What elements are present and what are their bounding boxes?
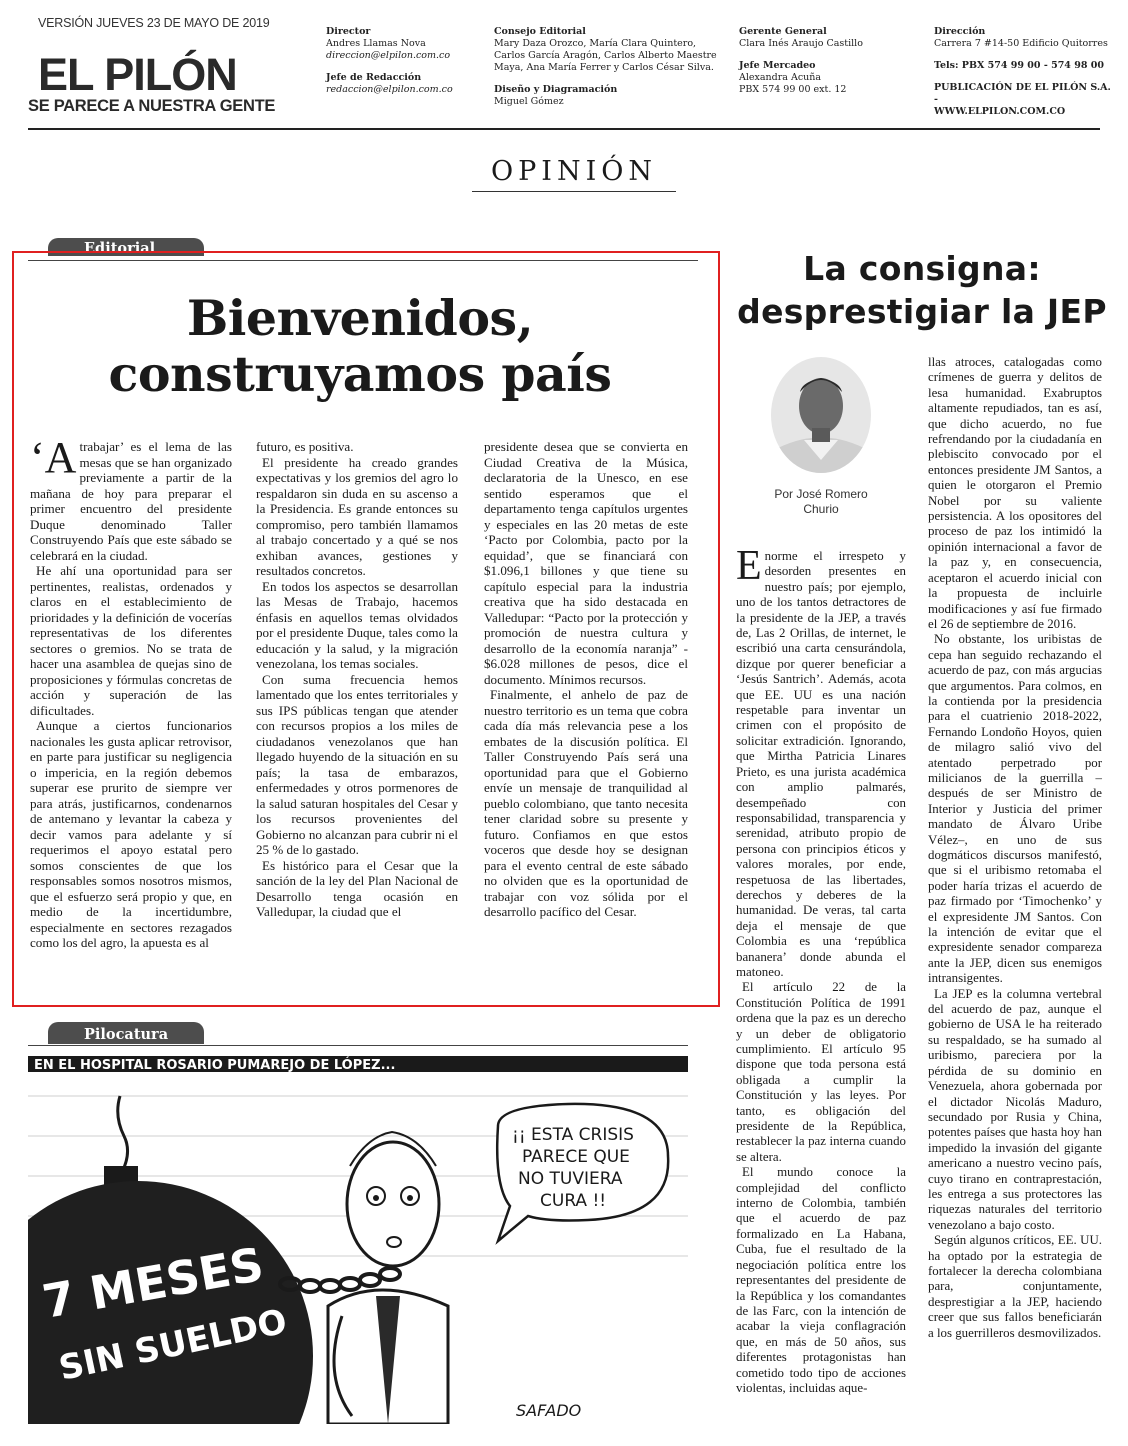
- mercadeo-name: Alexandra Acuña: [739, 72, 822, 83]
- telefonos: Tels: PBX 574 99 00 - 574 98 00: [934, 60, 1104, 71]
- opinion-paragraph: El mundo conoce la complejidad del conflicto interno de Colombia, también que el acuerdo de paz formalizado en La Habana, Cuba, fue el resultado de la negociación política entre los representantes del presidente de la República y los comandantes de las Farc, con la intención de acabar la vieja conflagración que, en más de 50 años, sus diferentes protagonistas han cometido todo tipo de acciones violentas, incluidas aque-: [736, 1165, 906, 1395]
- editorial-paragraph: Con suma frecuencia hemos lamentado que los entes territoriales y sus IPS públicas tengan que atender con recursos propios a los miles de ciudadanos venezolanos que han llegado huyendo de la situación en su país; la tasa de embarazos, enfermedades y otros pormenores de la salud saturan hospitales del Cesar y los recursos provenientes del Gobierno no alcanzan para cubrir ni el 25 % de lo gastado.: [256, 671, 458, 857]
- section-title-underline: [472, 191, 676, 192]
- byline-line-2: Churio: [803, 502, 839, 516]
- credits-consejo: [494, 26, 724, 108]
- editorial-paragraph: futuro, es positiva.: [256, 439, 354, 454]
- cartoonist-signature: SAFADO: [516, 1401, 582, 1420]
- author-avatar: [770, 356, 872, 474]
- editorial-tab: Editorial: [48, 238, 204, 256]
- ball-text-line-1: 7 MESES: [38, 1236, 268, 1329]
- consejo-line-1: Mary Daza Orozco, María Clara Quintero,: [494, 38, 697, 49]
- editorial-paragraph: Es histórico para el Cesar que la sanción de la ley del Plan Nacional de Desarrollo tenga ocasión en Valledupar, la ciudad que el: [256, 857, 458, 919]
- ball-text-line-2: SIN SUELDO: [55, 1301, 291, 1389]
- credits-director: [326, 26, 486, 96]
- publicacion-website[interactable]: WWW.ELPILON.COM.CO: [934, 106, 1066, 117]
- newspaper-logo[interactable]: EL PILÓN: [38, 49, 237, 100]
- drop-cap: E: [736, 543, 762, 589]
- pilocatura-tab: Pilocatura: [48, 1022, 204, 1044]
- opinion-paragraph: Según algunos críticos, EE. UU. ha optado por la estrategia de fortalecer la derecha colombiana para, conjuntamente, desprestigiar a la JEP, haciendo creer que sus fallos beneficiarán a los guerrilleros desmovilizados.: [928, 1233, 1102, 1340]
- jefe-redaccion-label: Jefe de Redacción: [326, 72, 422, 83]
- masthead: [0, 0, 1128, 132]
- director-label: Director: [326, 26, 371, 37]
- opinion-paragraph: llas atroces, catalogadas como crímenes de guerra y delitos de lesa humanidad. Exabruptos altamente repudiados, tan es así, que dicho acuerdo, no fue refrendando por la ciudadanía en plebiscito convocado por el entonces presidente JM Santos, a quien le otorgaron el Premio Nobel por su valiente persistencia. A los opositores del proceso de paz los intimidó la opinión internacional a favor de la paz y, en consecuencia, aceptaron el acuerdo inicial con la propuesta de incluirle modificaciones y así fue firmado el 26 de septiembre de 2016.: [928, 355, 1102, 631]
- editorial-paragraph: He ahí una oportunidad para ser pertinentes, realistas, ordenados y claros en el establecimiento de prioridades y la definición de vocerías representativas de los diferentes sectores o gremios. No se trata de hacer una asamblea de quejas sino de proposiciones y fórmulas concretas de acción y superación de las dificultades.: [30, 563, 232, 718]
- consejo-label: Consejo Editorial: [494, 26, 586, 37]
- cartoon-illustration: [28, 1056, 688, 1424]
- opinion-column-2: [928, 355, 1102, 1341]
- publicacion-line-1: PUBLICACIÓN DE EL PILÓN S.A. -: [934, 82, 1111, 105]
- opinion-headline-line-2: desprestigiar la JEP: [737, 292, 1107, 331]
- bubble-line-3: NO TUVIERA: [518, 1169, 623, 1189]
- gerente-name: Clara Inés Araujo Castillo: [739, 38, 863, 49]
- bubble-line-4: CURA !!: [540, 1191, 607, 1211]
- editorial-headline-line-2: construyamos país: [108, 345, 612, 403]
- direccion-address: Carrera 7 #14-50 Edificio Quitorres: [934, 38, 1108, 49]
- opinion-paragraph: La JEP es la columna vertebral del acuerdo de paz, aunque el gobierno de USA le ha reiterado su respaldado, se ha sumado al uribismo, pareciera por la pérdida de su dominio en Venezuela, ahora gobernada por el dictador Nicolás Maduro, secundado por Rusia y China, potentes países que hasta hoy han impedido la invasión del gigante americano a nuestro vecino país, cuyo tirano en contraprestación, les entrega a sus protectores las riquezas naturales del territorio venezolano a bajo costo.: [928, 986, 1102, 1232]
- opinion-column-1: [736, 543, 906, 1396]
- opinion-paragraph: Enorme el irrespeto y desorden presentes en nuestro país; por ejemplo, uno de los tantos detractores de la presidente de la JEP, a través de, Las 2 Orillas, de internet, le escribió una carta censurándola, dizque por querer beneficiar a ‘Jesús Santrich’. Además, acota que EE. UU es una nación respetable para inventar un crimen con el propósito de solicitar extradición. Ignorando, que Mirtha Patricia Linares Prieto, es una jurista académica con amplio palmarés, desempeñado con responsabilidad, transparencia y serenidad, atributo propio de persona con principios éticos y valores morales, por ende, respetuosa de las libertades, derechos y deberes de la humanidad. De veras, tal carta deja el mensaje de que Colombia es una ‘república bananera’ donde abunda el matoneo.: [736, 543, 906, 979]
- author-byline: [760, 487, 882, 517]
- direccion-label: Dirección: [934, 26, 986, 37]
- edition-date: VERSIÓN JUEVES 23 DE MAYO DE 2019: [38, 16, 270, 30]
- diseno-label: Diseño y Diagramación: [494, 84, 618, 95]
- editorial-paragraph: En todos los aspectos se desarrollan las Mesas de Trabajo, hacemos énfasis en aquellos temas olvidados por el presidente Duque, tales como la educación y la salud, y la migración venezolana, los temas sociales.: [256, 578, 458, 671]
- opinion-paragraph: No obstante, los uribistas de cepa han seguido rechazando el acuerdo de paz, con más argucias que argumentos. Para colmos, en la contienda por la presidencia para el cuatrienio 2018-2022, Fernando Londoño Hoyos, quien de milagro salió vivo del atentado perpetrado por milicianos de la guerrilla –después de ser Ministro de Interior y Justicia del primer mandato de Álvaro Uribe Vélez–, en uno de sus dogmáticos discursos manifestó, que si el uribismo retomaba el poder haría trizas el acuerdo de paz firmado por ‘Timochenko’ y el expresidente JM Santos. Con la intención de evitar que el expresidente senador compareza ante la JEP, dicen sus enemigos intransigentes.: [928, 632, 1102, 986]
- newspaper-tagline: SE PARECE A NUESTRA GENTE: [28, 97, 276, 115]
- editorial-headline-line-1: Bienvenidos,: [186, 289, 534, 347]
- section-title: OPINIÓN: [490, 156, 658, 187]
- editorial-highlight-frame: [12, 251, 720, 1007]
- drop-cap: ‘A: [30, 433, 77, 482]
- jefe-redaccion-email[interactable]: redaccion@elpilon.com.co: [326, 84, 453, 95]
- consejo-line-2: Carlos García Aragón, Carlos Alberto Maestre: [494, 50, 717, 61]
- editorial-paragraph: presidente desea que se convierta en Ciudad Creativa de la Música, declaratoria de la Unesco, en ese sentido esperamos que el departamento tenga capítulos urgentes y especiales en las 20 metas de este ‘Pacto por Colombia, pacto por la equidad’, que se financiará con $1.096,1 billones y que tiene su capítulo especial para la industria creativa que ha sido destacada en Valledupar: “Pacto por la protección y promoción de nuestra cultura y desarrollo de la economía naranja” - $6.028 millones de pesos, dice el documento. Mínimos recursos.: [484, 439, 688, 687]
- opinion-headline: [724, 247, 1120, 333]
- gerente-label: Gerente General: [739, 26, 827, 37]
- editorial-paragraph: El presidente ha creado grandes expectativas y los gremios del agro lo respaldaron sin duda en su ascenso a la Presidencia. Es grande entonces su compromiso, pero también llamamos al trabajo concertado y a qué se nos exhiban avances, gestiones y resultados concretos.: [256, 454, 458, 578]
- editorial-paragraph: ‘Atrabajar’ es el lema de las mesas que se han organizado previamente a partir de la mañana de hoy para preparar el primer encuentro del presidente Duque denominado Taller Construyendo País que este sábado se celebrará en la ciudad.: [30, 433, 232, 563]
- opinion-headline-line-1: La consigna:: [803, 249, 1041, 288]
- bubble-line-1: ¡¡ ESTA CRISIS: [512, 1125, 634, 1145]
- credits-gerencia: [739, 26, 919, 96]
- byline-line-1: Por José Romero: [774, 487, 868, 501]
- diseno-name: Miguel Gómez: [494, 96, 564, 107]
- director-name: Andres Llamas Nova: [326, 38, 426, 49]
- credits-direccion: [934, 26, 1114, 118]
- opinion-paragraph: El artículo 22 de la Constitución Política de 1991 ordena que la paz es un derecho y un deber de obligatorio cumplimiento. El artículo 95 dispone que toda persona está obligada a cumplir la Constitución y las leyes. Por tanto, es obligación del presidente de la República, restablecer la paz interna cuando se altera.: [736, 980, 906, 1164]
- cartoon-caption: EN EL HOSPITAL ROSARIO PUMAREJO DE LÓPEZ...: [34, 1058, 396, 1073]
- consejo-line-3: Maya, Ana María Ferrer y Carlos César Silva.: [494, 62, 714, 73]
- mercadeo-phone: PBX 574 99 00 ext. 12: [739, 84, 847, 95]
- pilocatura-divider: [28, 1045, 688, 1046]
- director-email[interactable]: direccion@elpilon.com.co: [326, 50, 451, 61]
- editorial-paragraph: Finalmente, el anhelo de paz de nuestro territorio es un tema que cobra cada día más relevancia pese a los embates de la discusión política. El Taller Construyendo País será una oportunidad para que el Gobierno envíe un mensaje de tranquilidad al pueblo colombiano, que tanto necesita tener claridad sobre su presente y futuro. Confiamos en que estos voceros que desde hoy se designan para el evento central de este sábado no olviden que es la oportunidad de trabajar con voz sólida por el desarrollo pacífico del Cesar.: [484, 687, 688, 919]
- masthead-divider: [28, 128, 1100, 130]
- editorial-paragraph: Aunque a ciertos funcionarios nacionales les gusta aplicar retrovisor, en parte para justificar su negligencia o impericia, en la región debemos superar ese prurito de siempre ver para atrás, justificarnos, condenarnos de antemano y levantar la cabeza y decir vamos para adelante y sí requerimos el apoyo estatal pero somos conscientes de que los responsables somos nosotros mismos, que el esfuerzo será propio y que, en medio de la incertidumbre, especialmente en sectores rezagados como los del agro, la apuesta es al: [30, 718, 232, 950]
- mercadeo-label: Jefe Mercadeo: [739, 60, 816, 71]
- bubble-line-2: PARECE QUE: [522, 1147, 630, 1167]
